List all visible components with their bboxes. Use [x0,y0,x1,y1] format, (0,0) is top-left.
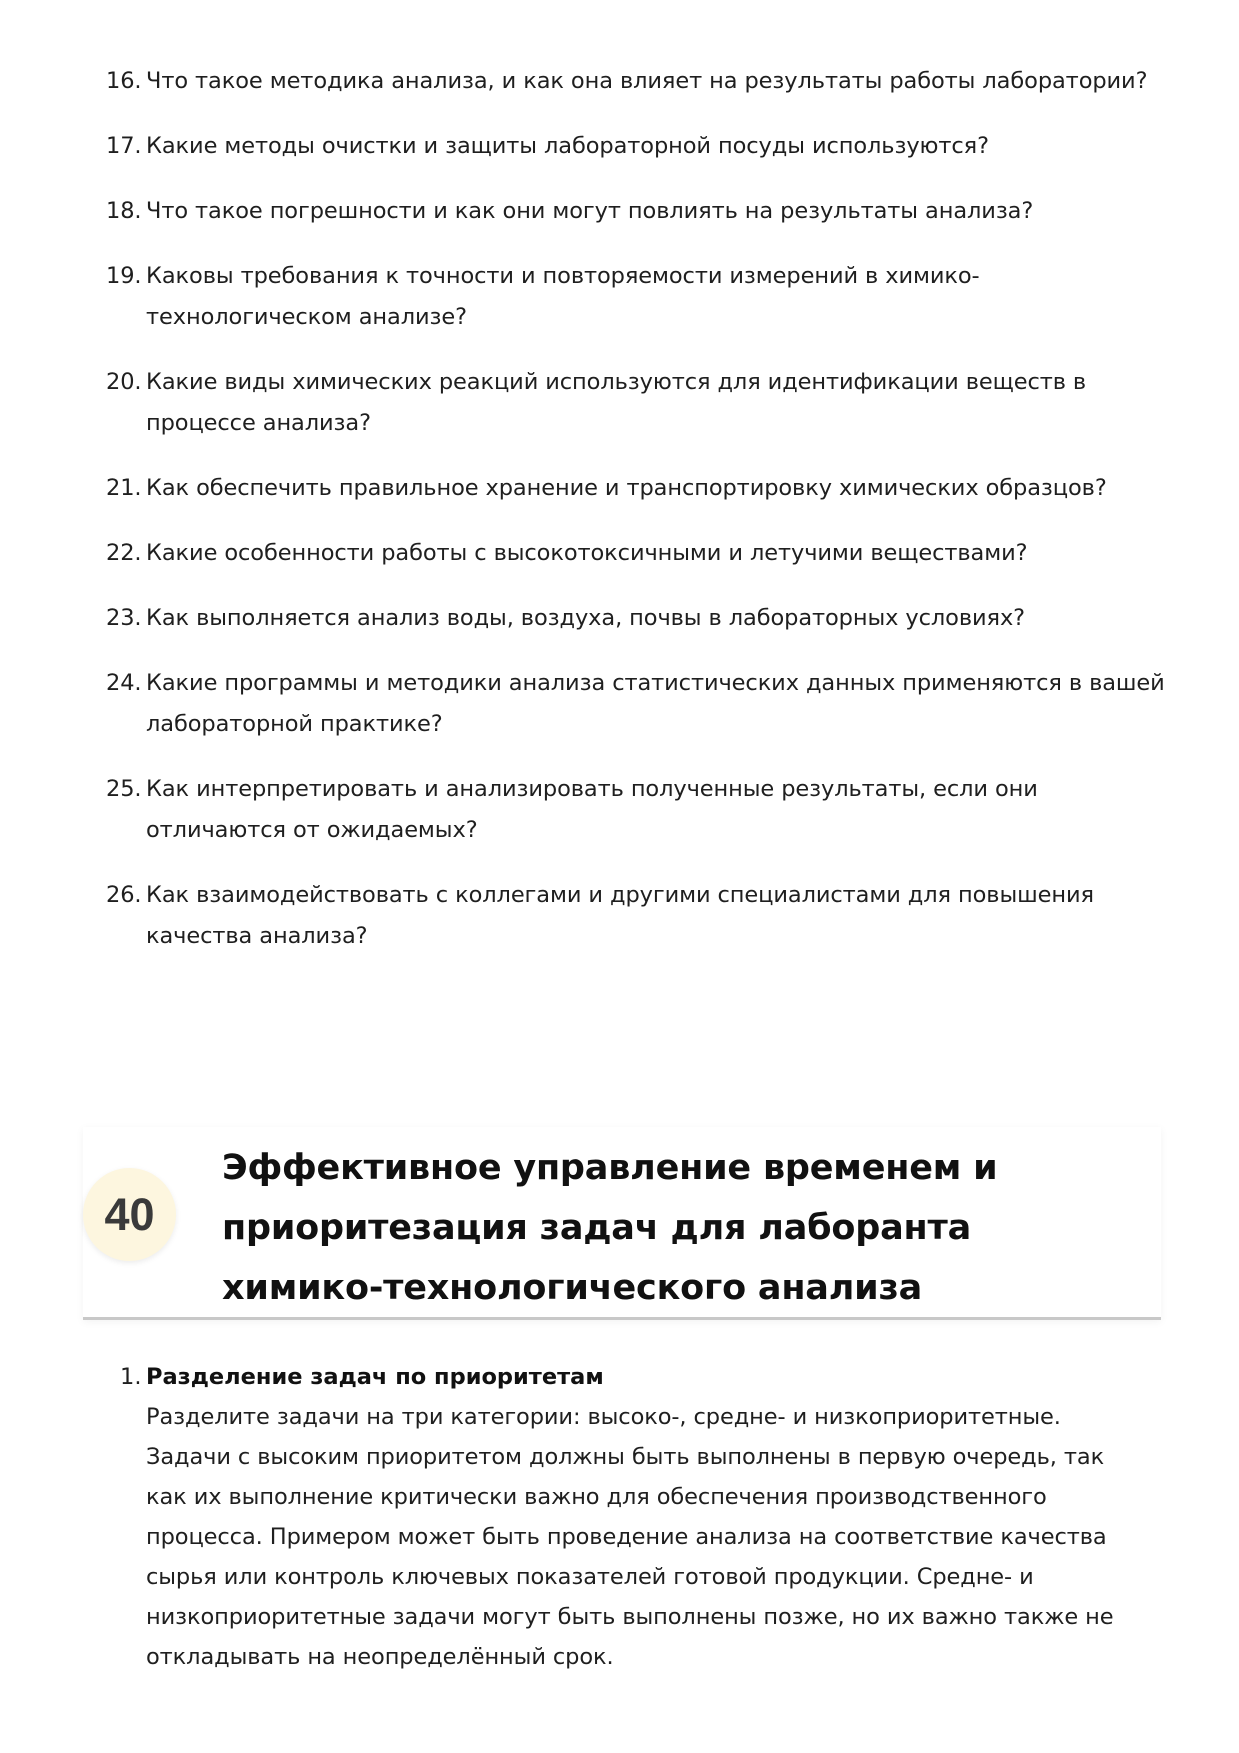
item-number: 19. [106,263,142,289]
item-text: Какие программы и методики анализа статистических данных применяются в вашей лабораторной практике? [146,670,1165,737]
tip-body: Разделите задачи на три категории: высоко-, средне- и низкоприоритетные. Задачи с высоким приоритетом должны быть выполнены в первую очередь, так как их выполнение критически важно для обеспечения производственного процесса. Примером может быть проведение анализа на соответствие качества сырья или контроль ключевых показателей готовой продукции. Средне- и низкоприоритетные задачи могут быть выполнены позже, но их важно также не откладывать на неопределённый срок. [146,1404,1114,1670]
section-number-badge: 40 [83,1168,176,1261]
item-number: 18. [106,198,142,224]
item-number: 20. [106,369,142,395]
list-item [106,598,1166,639]
list-item [106,769,1166,851]
questions-list [106,61,1166,981]
list-item [106,533,1166,574]
item-text: Какие особенности работы с высокотоксичными и летучими веществами? [146,540,1028,566]
list-item [106,61,1166,102]
item-text: Что такое методика анализа, и как она влияет на результаты работы лаборатории? [146,68,1148,94]
item-text: Как взаимодействовать с коллегами и другими специалистами для повышения качества анализа? [146,882,1094,949]
list-item [106,468,1166,509]
item-number: 17. [106,133,142,159]
item-number: 16. [106,68,142,94]
list-item [106,362,1166,444]
section-title: Эффективное управление временем и приоритезация задач для лаборанта химико-технологического анализа [222,1148,998,1308]
list-item [106,256,1166,338]
item-text: Какие методы очистки и защиты лабораторной посуды используются? [146,133,989,159]
item-text: Как обеспечить правильное хранение и транспортировку химических образцов? [146,475,1107,501]
item-text: Как интерпретировать и анализировать полученные результаты, если они отличаются от ожидаемых? [146,776,1038,843]
item-text: Какие виды химических реакций используются для идентификации веществ в процессе анализа? [146,369,1087,436]
item-number: 1. [120,1364,142,1390]
section-header [83,1127,1161,1320]
item-text: Что такое погрешности и как они могут повлиять на результаты анализа? [146,198,1034,224]
tip-title: Разделение задач по приоритетам [146,1364,604,1390]
item-number: 22. [106,540,142,566]
list-item [106,663,1166,745]
list-item [106,126,1166,167]
item-number: 25. [106,776,142,802]
item-text: Как выполняется анализ воды, воздуха, почвы в лабораторных условиях? [146,605,1026,631]
item-text: Каковы требования к точности и повторяемости измерений в химико-технологическом анализе? [146,263,980,330]
list-item [120,1357,1145,1677]
item-number: 23. [106,605,142,631]
list-item [106,875,1166,957]
item-number: 24. [106,670,142,696]
tips-list [120,1357,1145,1677]
list-item [106,191,1166,232]
item-number: 21. [106,475,142,501]
item-number: 26. [106,882,142,908]
